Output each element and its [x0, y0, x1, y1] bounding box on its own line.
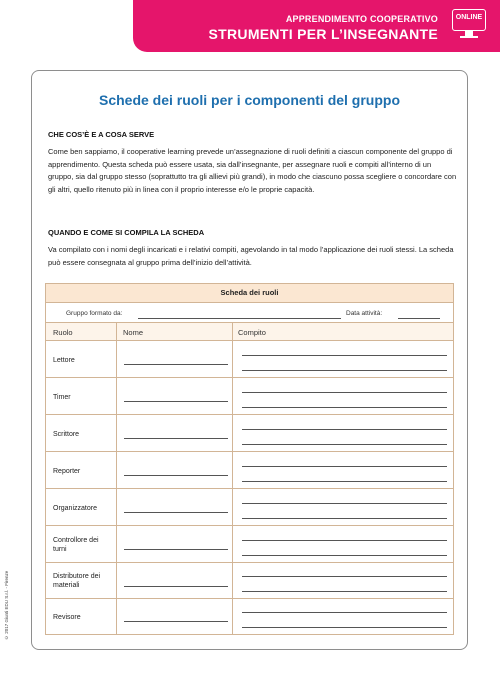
table-row	[46, 414, 453, 452]
section-text-howto: Va compilato con i nomi degli incaricati e i relativi compiti, agevolando in tal modo l’applicazione dei ruoli stessi. La scheda può essere consegnata al gruppo prima dell’inizio dell’attività.	[48, 245, 454, 267]
role-name: Reporter	[53, 468, 81, 475]
date-field[interactable]	[398, 318, 440, 319]
section-heading-howto: QUANDO E COME SI COMPILA LA SCHEDA	[48, 228, 205, 237]
task-field[interactable]	[242, 518, 447, 519]
roles-sheet	[45, 283, 454, 635]
task-field[interactable]	[242, 407, 447, 408]
task-field[interactable]	[242, 540, 447, 541]
name-field[interactable]	[124, 475, 228, 476]
name-field[interactable]	[124, 438, 228, 439]
table-row	[46, 598, 453, 635]
date-label: Data attività:	[346, 310, 383, 317]
table-row	[46, 525, 453, 563]
column-header-task: Compito	[238, 328, 266, 337]
task-field[interactable]	[242, 555, 447, 556]
task-field[interactable]	[242, 612, 447, 613]
task-field[interactable]	[242, 576, 447, 577]
section-text-purpose: Come ben sappiamo, il cooperative learning prevede un’assegnazione di ruoli definiti a ciascun componente del gruppo di apprendimento. Questa scheda può essere usata, sia dall’insegnante, per assegnare ruoli e compiti all’interno di un gruppo, sia dal gruppo stesso (soprattutto tra gli allievi più grandi), in modo che ciascuno possa scegliere o concordare con gli altri, quello ritenuto più in linea con il proprio interesse e/o le proprie capacità.	[48, 147, 457, 194]
task-field[interactable]	[242, 444, 447, 445]
role-name: Organizzatore	[53, 505, 97, 512]
task-field[interactable]	[242, 355, 447, 356]
role-name: Distributore dei materiali	[53, 573, 101, 589]
banner-heading: STRUMENTI PER L’INSEGNANTE	[208, 26, 438, 42]
task-field[interactable]	[242, 429, 447, 430]
page-title: Schede dei ruoli per i componenti del gruppo	[98, 92, 401, 108]
side-credit: © 2017 Giunti EDU S.r.l. - Firenze	[4, 570, 9, 640]
role-name: Controllore dei turni	[53, 537, 99, 553]
group-field[interactable]	[138, 318, 341, 319]
monitor-icon	[452, 9, 488, 43]
task-field[interactable]	[242, 392, 447, 393]
role-name: Scrittore	[53, 431, 80, 438]
name-field[interactable]	[124, 401, 228, 402]
banner-kicker: APPRENDIMENTO COOPERATIVO	[285, 14, 438, 24]
task-field[interactable]	[242, 503, 447, 504]
sheet-header-row	[46, 322, 453, 341]
table-row	[46, 488, 453, 526]
task-field[interactable]	[242, 466, 447, 467]
name-field[interactable]	[124, 364, 228, 365]
section-heading-purpose: CHE COS’È E A COSA SERVE	[48, 130, 155, 139]
table-row	[46, 377, 453, 415]
task-field[interactable]	[242, 370, 447, 371]
header-banner	[133, 0, 500, 52]
role-name: Timer	[53, 394, 71, 401]
name-field[interactable]	[124, 586, 228, 587]
group-label: Gruppo formato da:	[66, 310, 123, 317]
task-field[interactable]	[242, 481, 447, 482]
sheet-title: Scheda dei ruoli	[46, 284, 453, 302]
name-field[interactable]	[124, 549, 228, 550]
role-name: Revisore	[53, 614, 81, 621]
role-name: Lettore	[53, 357, 75, 364]
table-row	[46, 562, 453, 599]
name-field[interactable]	[124, 512, 228, 513]
column-header-name: Nome	[123, 328, 144, 337]
task-field[interactable]	[242, 627, 447, 628]
name-field[interactable]	[124, 621, 228, 622]
table-row	[46, 340, 453, 378]
task-field[interactable]	[242, 591, 447, 592]
online-label: ONLINE	[455, 14, 483, 21]
group-row	[46, 302, 453, 323]
table-row	[46, 451, 453, 489]
column-header-role: Ruolo	[53, 328, 73, 337]
